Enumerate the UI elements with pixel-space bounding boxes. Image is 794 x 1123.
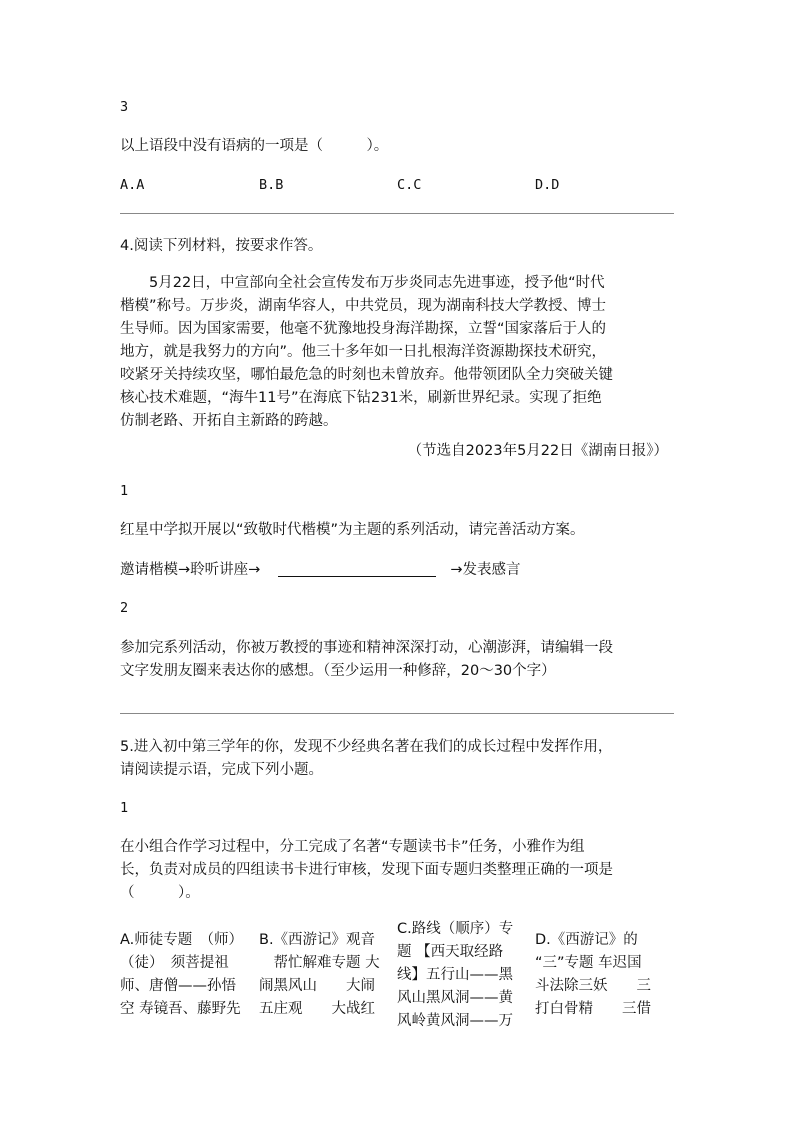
- q4-sub1-prompt: 红星中学拟开展以“致敬时代楷模”为主题的系列活动，请完善活动方案。: [120, 522, 585, 538]
- option-line: 风山黑风洞——黄: [397, 990, 513, 1006]
- q4-sub2-prompt-line: 参加完系列活动，你被万教授的事迹和精神深深打动，心潮澎湃，请编辑一段: [120, 640, 613, 656]
- q5-option-b[interactable]: [259, 929, 399, 1021]
- passage-line: 生导师。因为国家需要，他毫不犹豫地投身海洋勘探，立誓“国家落后于人的: [120, 321, 607, 337]
- q5-sub1-prompt-line: 在小组合作学习过程中，分工完成了名著“专题读书卡”任务，小雅作为组: [120, 839, 585, 855]
- flow-suffix: →发表感言: [450, 562, 521, 578]
- q3-sub-number: 3: [120, 99, 129, 115]
- q5-sub1-prompt-line: （ ）。: [120, 885, 200, 901]
- option-line: 帮忙解难专题 大: [259, 955, 380, 971]
- activity-flow: [120, 559, 520, 582]
- q4-source: （节选自2023年5月22日《湖南日报》）: [407, 443, 668, 459]
- option-line: 线】五行山——黑: [397, 967, 513, 983]
- passage-line: 核心技术难题，“海牛11号”在海底下钻231米，刷新世界纪录。实现了拒绝: [120, 390, 602, 406]
- q5-option-d[interactable]: [535, 929, 675, 1021]
- q4-sub2-number: 2: [120, 600, 129, 616]
- passage-line: 楷模”称号。万步炎，湖南华容人，中共党员，现为湖南科技大学教授、博士: [120, 298, 607, 314]
- q3-option-a: A.A: [120, 177, 145, 193]
- q4-sub2-prompt-line: 文字发朋友圈来表达你的感想。（至少运用一种修辞，20～30个字）: [120, 663, 556, 679]
- q5-heading-line: 5.进入初中第三学年的你，发现不少经典名著在我们的成长过程中发挥作用，: [120, 739, 613, 755]
- passage-line: 地方，就是我努力的方向”。他三十多年如一日扎根海洋资源勘探技术研究，: [120, 344, 607, 360]
- option-line: B.《西游记》观音: [259, 932, 376, 948]
- fill-blank-line[interactable]: [278, 560, 436, 577]
- q5-heading-line: 请阅读提示语，完成下列小题。: [120, 762, 323, 778]
- option-line: 空 寿镜吾、藤野先: [120, 1001, 241, 1017]
- q3-option-c: C.C: [397, 177, 422, 193]
- option-line: D.《西游记》的: [535, 932, 638, 948]
- option-line: 风岭黄风洞——万: [397, 1013, 513, 1029]
- option-line: 题 【西天取经路: [397, 944, 504, 960]
- q5-sub1-number: 1: [120, 800, 129, 816]
- q4-heading: 4.阅读下列材料，按要求作答。: [120, 238, 323, 254]
- q3-option-d: D.D: [535, 177, 560, 193]
- option-line: 闹黑风山 大闹: [259, 978, 375, 994]
- q5-option-a[interactable]: [120, 929, 260, 1021]
- option-line: 打白骨精 三借: [535, 1001, 651, 1017]
- section-divider: [120, 713, 674, 714]
- passage-line: 咬紧牙关持续攻坚，哪怕最危急的时刻也未曾放弃。他带领团队全力突破关键: [120, 367, 613, 383]
- option-line: C.路线（顺序）专: [397, 921, 514, 937]
- option-line: 师、唐僧——孙悟: [120, 978, 236, 994]
- passage-line: 仿制老路、开拓自主新路的跨越。: [120, 413, 338, 429]
- passage-line: 5月22日，中宣部向全社会宣传发布万步炎同志先进事迹，授予他“时代: [120, 275, 605, 291]
- option-line: A.师徒专题 （师）: [120, 932, 244, 948]
- option-line: （徒） 须菩提祖: [120, 955, 229, 971]
- option-line: 五庄观 大战红: [259, 1001, 375, 1017]
- option-line: “三”专题 车迟国: [535, 955, 642, 971]
- q3-prompt: 以上语段中没有语病的一项是（ ）。: [120, 138, 389, 154]
- q3-option-b: B.B: [259, 177, 284, 193]
- option-line: 斗法除三妖 三: [535, 978, 651, 994]
- q5-option-c[interactable]: [397, 918, 537, 1033]
- q5-sub1-prompt-line: 长，负责对成员的四组读书卡进行审核，发现下面专题归类整理正确的一项是: [120, 862, 613, 878]
- flow-prefix: 邀请楷模→聆听讲座→: [120, 562, 261, 578]
- q4-sub1-number: 1: [120, 483, 129, 499]
- section-divider: [120, 213, 674, 214]
